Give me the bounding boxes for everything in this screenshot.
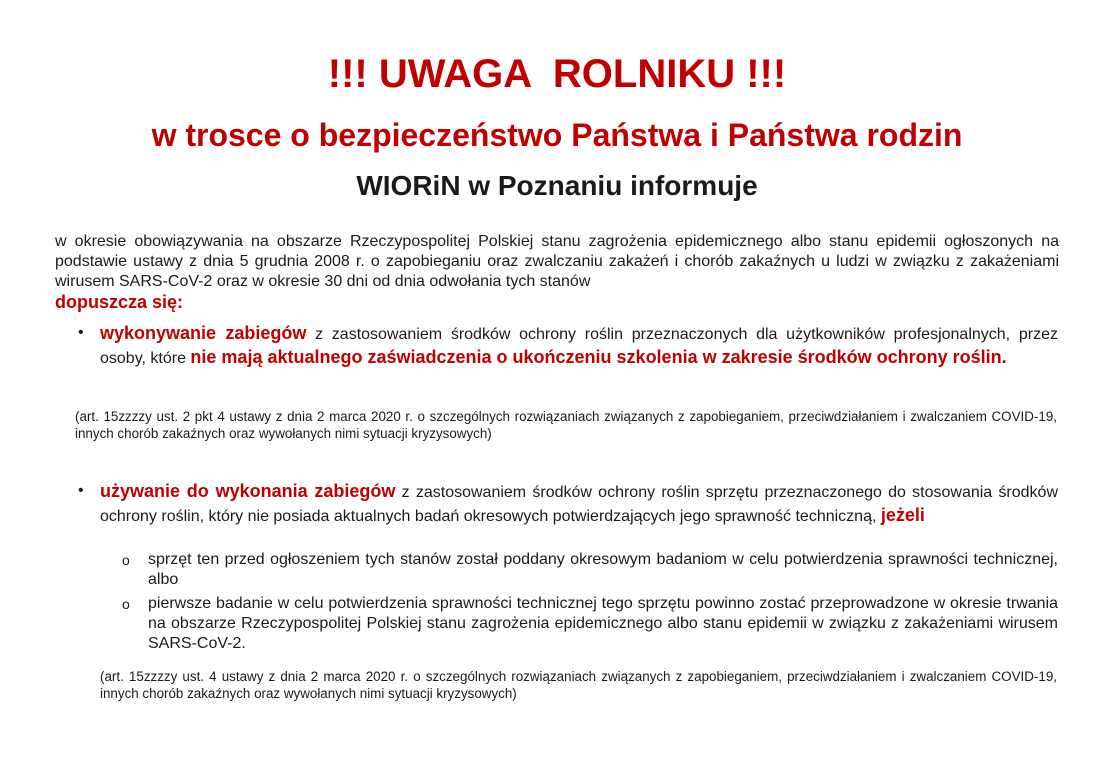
subitem-2 xyxy=(122,594,1058,654)
circle-bullet-icon: o xyxy=(122,552,130,568)
bullet1-lead: wykonywanie zabiegów xyxy=(100,323,307,343)
bullet2-text: z zastosowaniem środków ochrony roślin sprzętu przeznaczonego do stosowania środków ochrony roślin, który nie posiada aktualnych badań okresowych potwierdzających jego sprawność techniczną, xyxy=(100,484,1058,525)
subitem-2-text: pierwsze badanie w celu potwierdzenia sprawności technicznej tego sprzętu powinno zostać przeprowadzone w okresie trwania na obszarze Rzeczypospolitej Polskiej stanu zagrożenia epidemicznego albo stanu epidemii w związku z zakażeniami wirusem SARS-CoV-2. xyxy=(148,595,1058,652)
subitem-1 xyxy=(122,550,1058,590)
legal-note-2: (art. 15zzzzy ust. 4 ustawy z dnia 2 marca 2020 r. o szczególnych rozwiązaniach związanych z zapobieganiem, przeciwdziałaniem i zwalczaniem COVID-19, innych chorób zakaźnych oraz wywołanych nimi sytuacji kryzysowych) xyxy=(100,669,1057,701)
subitem-1-text: sprzęt ten przed ogłoszeniem tych stanów został poddany okresowym badaniom w celu potwierdzenia sprawności technicznej, albo xyxy=(148,551,1058,588)
bullet1-emphasis: nie mają aktualnego zaświadczenia o ukończeniu szkolenia w zakresie środków ochrony roślin. xyxy=(190,347,1007,367)
page-subtitle: w trosce o bezpieczeństwo Państwa i Państwa rodzin xyxy=(151,117,963,153)
legal-note-1: (art. 15zzzzy ust. 2 pkt 4 ustawy z dnia 2 marca 2020 r. o szczególnych rozwiązaniach związanych z zapobieganiem, przeciwdziałaniem i zwalczaniem COVID-19, innych chorób zakaźnych oraz wywołanych nimi sytuacji kryzysowych) xyxy=(75,409,1057,441)
bullet2-lead: używanie do wykonania zabiegów xyxy=(100,481,396,501)
organization-line: WIORiN w Poznaniu informuje xyxy=(356,170,758,201)
bullet-item-2 xyxy=(78,480,1058,528)
bullet-item-1 xyxy=(78,322,1058,370)
bullet1-text: z zastosowaniem środków ochrony roślin przeznaczonych dla użytkowników profesjonalnych, przez osoby, które xyxy=(100,326,1058,367)
intro-emphasis: dopuszcza się: xyxy=(55,292,184,312)
intro-text: w okresie obowiązywania na obszarze Rzeczypospolitej Polskiej stanu zagrożenia epidemicznego albo stanu epidemii ogłoszonych na podstawie ustawy z dnia 5 grudnia 2008 r. o zapobieganiu oraz zwalczaniu zakażeń i chorób zakaźnych u ludzi w związku z zakażeniami wirusem SARS-CoV-2 oraz w okresie 30 dni od dnia odwołania tych stanów xyxy=(55,233,1059,290)
intro-paragraph xyxy=(55,232,1059,314)
bullet-icon: • xyxy=(78,482,84,499)
bullet-icon: • xyxy=(78,324,84,341)
page-title: !!! UWAGA ROLNIKU !!! xyxy=(327,52,787,96)
bullet2-emphasis: jeżeli xyxy=(880,505,925,525)
circle-bullet-icon: o xyxy=(122,596,130,612)
